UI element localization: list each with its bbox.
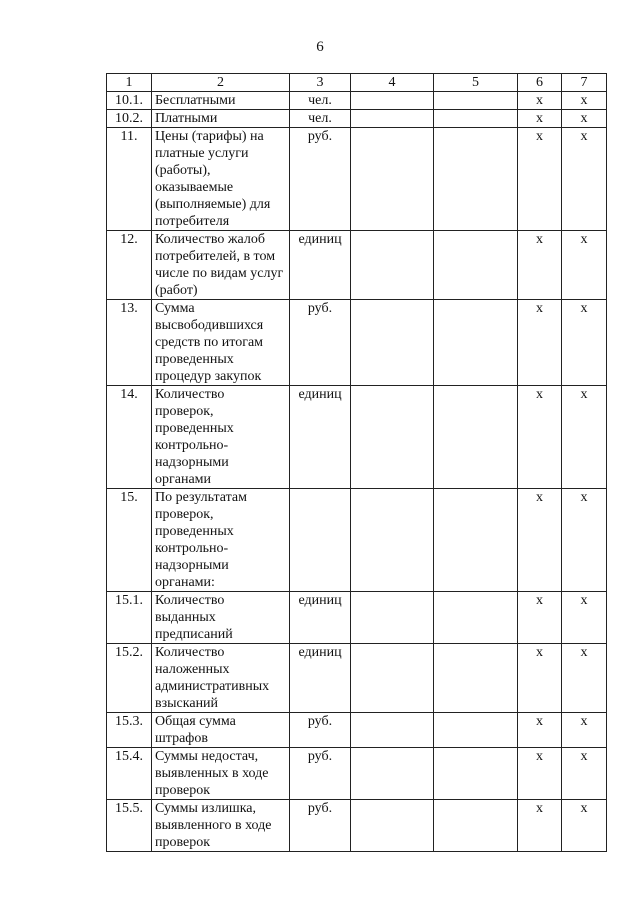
page-number: 6 — [316, 39, 324, 55]
row-col6: x — [518, 386, 562, 489]
row-col5 — [434, 110, 518, 128]
row-unit: единиц — [290, 592, 351, 644]
row-col7: x — [562, 386, 607, 489]
row-col4 — [351, 92, 434, 110]
row-col7: x — [562, 748, 607, 800]
row-number: 15.1. — [107, 592, 152, 644]
column-header: 2 — [152, 74, 290, 92]
row-unit — [290, 489, 351, 592]
row-col5 — [434, 489, 518, 592]
row-col4 — [351, 231, 434, 300]
row-number: 15.3. — [107, 713, 152, 748]
data-table — [106, 73, 607, 852]
row-number: 15.4. — [107, 748, 152, 800]
row-col4 — [351, 489, 434, 592]
row-col7: x — [562, 300, 607, 386]
row-number: 10.1. — [107, 92, 152, 110]
column-header: 6 — [518, 74, 562, 92]
row-name: Количество проверок, проведенных контрольно-надзорными органами — [152, 386, 290, 489]
table-row — [107, 748, 607, 800]
row-col4 — [351, 386, 434, 489]
row-unit: руб. — [290, 128, 351, 231]
table-row — [107, 489, 607, 592]
table-row — [107, 92, 607, 110]
row-col4 — [351, 800, 434, 852]
column-header: 4 — [351, 74, 434, 92]
row-unit: руб. — [290, 300, 351, 386]
row-col4 — [351, 713, 434, 748]
row-col6: x — [518, 489, 562, 592]
row-col6: x — [518, 713, 562, 748]
table-row — [107, 800, 607, 852]
row-col5 — [434, 713, 518, 748]
row-name: Общая сумма штрафов — [152, 713, 290, 748]
row-col7: x — [562, 644, 607, 713]
column-header: 7 — [562, 74, 607, 92]
row-col5 — [434, 92, 518, 110]
row-col7: x — [562, 800, 607, 852]
row-unit: руб. — [290, 748, 351, 800]
row-col6: x — [518, 748, 562, 800]
row-name: Платными — [152, 110, 290, 128]
row-name: По результатам проверок, проведенных контрольно-надзорными органами: — [152, 489, 290, 592]
row-col4 — [351, 110, 434, 128]
row-col4 — [351, 644, 434, 713]
row-col5 — [434, 386, 518, 489]
column-header: 5 — [434, 74, 518, 92]
row-col6: x — [518, 800, 562, 852]
row-col4 — [351, 748, 434, 800]
table-row — [107, 110, 607, 128]
row-col6: x — [518, 92, 562, 110]
column-header: 1 — [107, 74, 152, 92]
row-col6: x — [518, 592, 562, 644]
row-unit: руб. — [290, 713, 351, 748]
row-col7: x — [562, 110, 607, 128]
row-col5 — [434, 748, 518, 800]
row-col4 — [351, 128, 434, 231]
row-col5 — [434, 231, 518, 300]
row-unit: чел. — [290, 110, 351, 128]
row-number: 13. — [107, 300, 152, 386]
row-number: 10.2. — [107, 110, 152, 128]
table-row — [107, 300, 607, 386]
table-header-row — [107, 74, 607, 92]
row-name: Количество наложенных административных взысканий — [152, 644, 290, 713]
row-number: 15.5. — [107, 800, 152, 852]
row-col6: x — [518, 128, 562, 231]
row-col5 — [434, 300, 518, 386]
row-col4 — [351, 300, 434, 386]
table-row — [107, 592, 607, 644]
row-number: 15.2. — [107, 644, 152, 713]
row-unit: единиц — [290, 231, 351, 300]
row-col6: x — [518, 300, 562, 386]
table-row — [107, 713, 607, 748]
row-unit: чел. — [290, 92, 351, 110]
row-unit: единиц — [290, 644, 351, 713]
row-col5 — [434, 800, 518, 852]
row-col5 — [434, 128, 518, 231]
row-col7: x — [562, 713, 607, 748]
row-number: 11. — [107, 128, 152, 231]
row-name: Сумма высвободившихся средств по итогам проведенных процедур закупок — [152, 300, 290, 386]
row-col5 — [434, 644, 518, 713]
row-col6: x — [518, 110, 562, 128]
row-col7: x — [562, 128, 607, 231]
row-unit: руб. — [290, 800, 351, 852]
row-name: Количество жалоб потребителей, в том числе по видам услуг (работ) — [152, 231, 290, 300]
row-number: 12. — [107, 231, 152, 300]
row-name: Цены (тарифы) на платные услуги (работы), оказываемые (выполняемые) для потребителя — [152, 128, 290, 231]
row-number: 15. — [107, 489, 152, 592]
row-unit: единиц — [290, 386, 351, 489]
table-row — [107, 231, 607, 300]
row-col7: x — [562, 489, 607, 592]
table-row — [107, 386, 607, 489]
row-col4 — [351, 592, 434, 644]
row-name: Суммы излишка, выявленного в ходе проверок — [152, 800, 290, 852]
row-col7: x — [562, 592, 607, 644]
row-col6: x — [518, 231, 562, 300]
row-number: 14. — [107, 386, 152, 489]
row-name: Суммы недостач, выявленных в ходе проверок — [152, 748, 290, 800]
row-name: Бесплатными — [152, 92, 290, 110]
row-col7: x — [562, 92, 607, 110]
row-col5 — [434, 592, 518, 644]
column-header: 3 — [290, 74, 351, 92]
table-row — [107, 128, 607, 231]
row-col6: x — [518, 644, 562, 713]
table-row — [107, 644, 607, 713]
row-col7: x — [562, 231, 607, 300]
row-name: Количество выданных предписаний — [152, 592, 290, 644]
